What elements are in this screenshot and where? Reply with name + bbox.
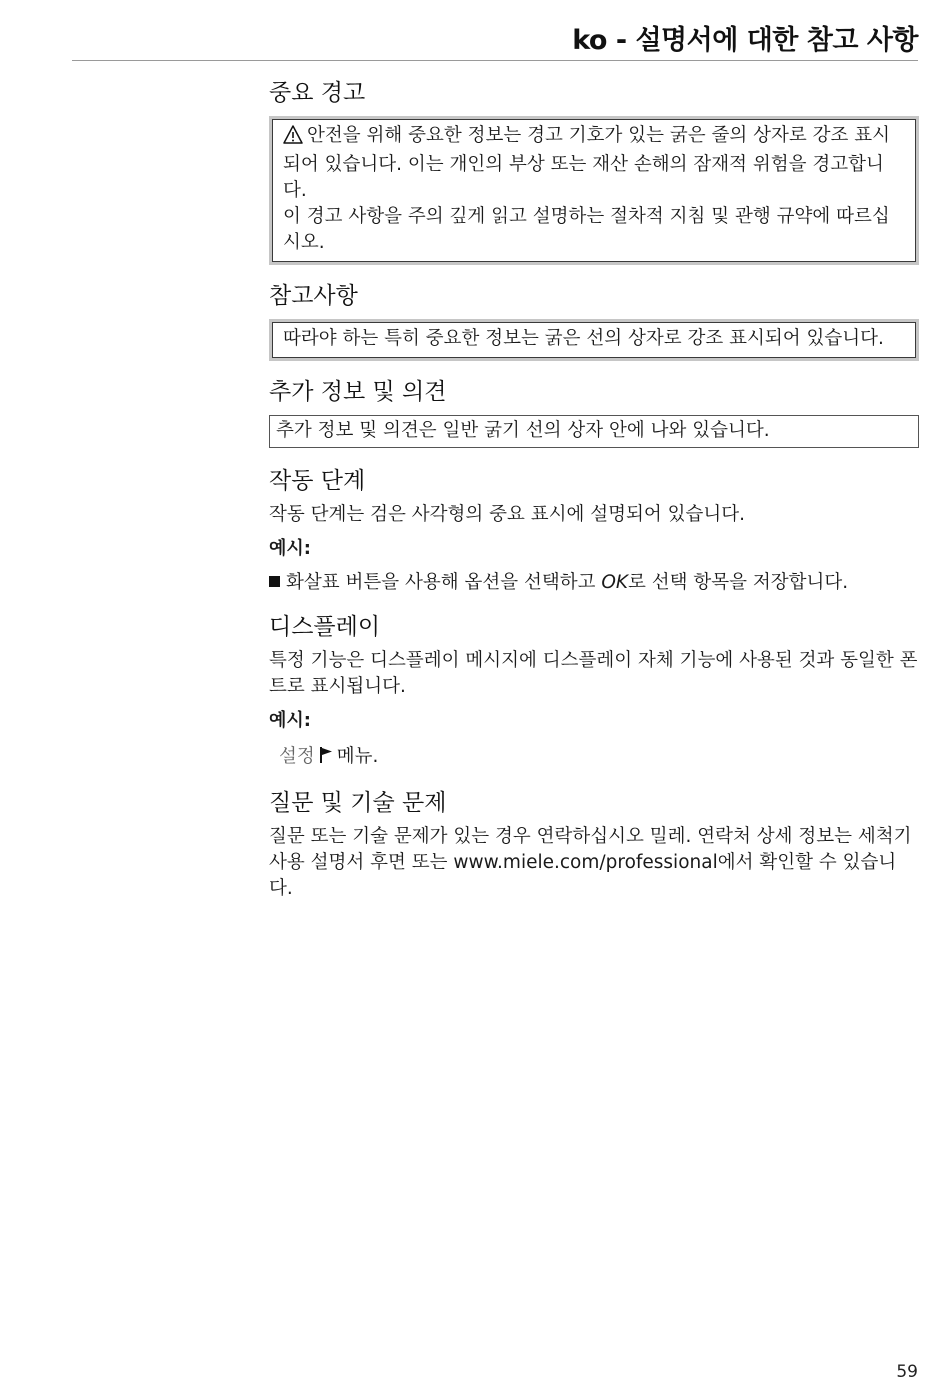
display-text: 특정 기능은 디스플레이 메시지에 디스플레이 자체 기능에 사용된 것과 동일한 폰트로 표시됩니다. [269,650,918,697]
steps-example-label: 예시: [269,538,311,559]
steps-example-before: 화살표 버튼을 사용해 옵션을 선택하고 [286,572,602,593]
page-header-title: ko - 설명서에 대한 참고 사항 [572,25,918,56]
questions-text: 질문 또는 기술 문제가 있는 경우 연락하십시오 밀레. 연락처 상세 정보는 세척기 사용 설명서 후면 또는 www.miele.com/professional에서 확인할 수 있습니다. [269,826,912,899]
black-square-bullet-icon [269,576,280,587]
note-heading: 참고사항 [269,283,358,309]
display-example-label: 예시: [269,710,311,731]
warning-heading: 중요 경고 [269,80,366,106]
extra-text: 추가 정보 및 의견은 일반 굵기 선의 상자 안에 나와 있습니다. [276,420,770,441]
warning-box [269,116,919,265]
display-example-menu: 메뉴. [336,746,379,767]
steps-text: 작동 단계는 검은 사각형의 중요 표시에 설명되어 있습니다. [269,504,745,525]
header-divider [72,60,918,61]
main-content [269,76,919,902]
warning-triangle-icon [283,125,303,152]
note-text: 따라야 하는 특히 중요한 정보는 굵은 선의 상자로 강조 표시되어 있습니다. [283,328,884,349]
warning-text-1 [283,123,907,204]
display-example-text: 설정 [279,746,315,767]
steps-heading: 작동 단계 [269,468,366,494]
extra-heading: 추가 정보 및 의견 [269,379,447,405]
steps-example-after: 로 선택 항목을 저장합니다. [628,572,849,593]
flag-icon [319,746,333,772]
display-example [269,744,919,772]
steps-example-ok: OK [601,572,629,593]
display-heading: 디스플레이 [269,614,381,640]
note-box [269,319,919,361]
questions-heading: 질문 및 기술 문제 [269,790,447,816]
warning-paragraph-1: 안전을 위해 중요한 정보는 경고 기호가 있는 굵은 줄의 상자로 강조 표시되어 있습니다. 이는 개인의 부상 또는 재산 손해의 잠재적 위험을 경고합니다. [283,125,890,201]
page-number: 59 [896,1362,918,1382]
warning-paragraph-2: 이 경고 사항을 주의 깊게 읽고 설명하는 절차적 지침 및 관행 규약에 따르십시오. [283,206,890,253]
steps-example [269,570,919,596]
extra-box [269,415,919,448]
